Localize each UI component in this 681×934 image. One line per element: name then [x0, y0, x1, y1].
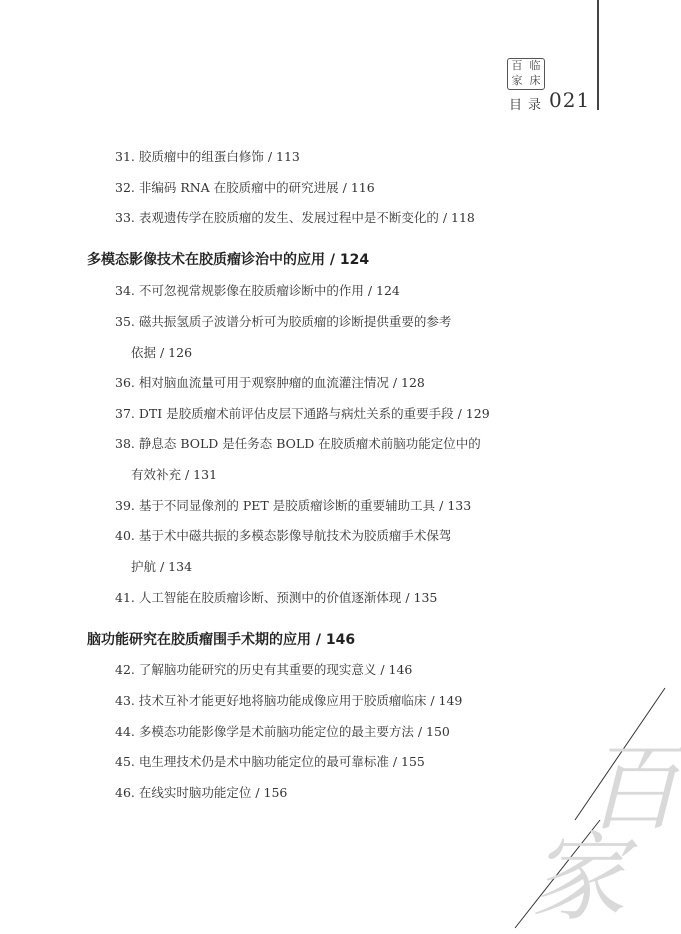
toc-entry[interactable]: 39. 基于不同显像剂的 PET 是胶质瘤诊断的重要辅助工具 / 133: [115, 498, 472, 513]
watermark-char: 百: [585, 732, 681, 844]
toc-entry-continuation[interactable]: 护航 / 134: [131, 559, 193, 574]
page-number: 021: [549, 88, 591, 112]
toc-entry[interactable]: 38. 静息态 BOLD 是任务态 BOLD 在胶质瘤术前脑功能定位中的: [115, 436, 481, 451]
watermark-char: 家: [530, 822, 626, 934]
toc-entry[interactable]: 37. DTI 是胶质瘤术前评估皮层下通路与病灶关系的重要手段 / 129: [115, 406, 490, 421]
toc-entry[interactable]: 46. 在线实时脑功能定位 / 156: [115, 785, 288, 800]
toc-entry[interactable]: 41. 人工智能在胶质瘤诊断、预测中的价值逐渐体现 / 135: [115, 590, 438, 605]
toc-entry-continuation[interactable]: 有效补充 / 131: [131, 467, 218, 482]
toc-entry[interactable]: 32. 非编码 RNA 在胶质瘤中的研究进展 / 116: [115, 180, 375, 195]
toc-entry[interactable]: 33. 表观遗传学在胶质瘤的发生、发展过程中是不断变化的 / 118: [115, 210, 475, 225]
toc-entry[interactable]: 43. 技术互补才能更好地将脑功能成像应用于胶质瘤临床 / 149: [115, 693, 463, 708]
series-seal-logo: 百 临 家 床: [507, 58, 545, 90]
toc-section-heading[interactable]: 多模态影像技术在胶质瘤诊治中的应用 / 124: [87, 252, 370, 268]
toc-section-heading[interactable]: 脑功能研究在胶质瘤围手术期的应用 / 146: [87, 632, 356, 648]
toc-entry-continuation[interactable]: 依据 / 126: [131, 345, 193, 360]
header-rule: [597, 0, 599, 110]
toc-entry[interactable]: 36. 相对脑血流量可用于观察肿瘤的血流灌注情况 / 128: [115, 375, 425, 390]
toc-entry[interactable]: 42. 了解脑功能研究的历史有其重要的现实意义 / 146: [115, 662, 413, 677]
toc-entry[interactable]: 40. 基于术中磁共振的多模态影像导航技术为胶质瘤手术保驾: [115, 528, 452, 543]
running-header-label: 目录: [509, 98, 548, 113]
toc-entry[interactable]: 45. 电生理技术仍是术中脑功能定位的最可靠标准 / 155: [115, 754, 425, 769]
toc-entry[interactable]: 35. 磁共振氢质子波谱分析可为胶质瘤的诊断提供重要的参考: [115, 314, 452, 329]
toc-entry[interactable]: 44. 多模态功能影像学是术前脑功能定位的最主要方法 / 150: [115, 724, 450, 739]
toc-entry[interactable]: 34. 不可忽视常规影像在胶质瘤诊断中的作用 / 124: [115, 283, 400, 298]
toc-entry[interactable]: 31. 胶质瘤中的组蛋白修饰 / 113: [115, 149, 300, 164]
watermark-logo: [505, 680, 681, 934]
